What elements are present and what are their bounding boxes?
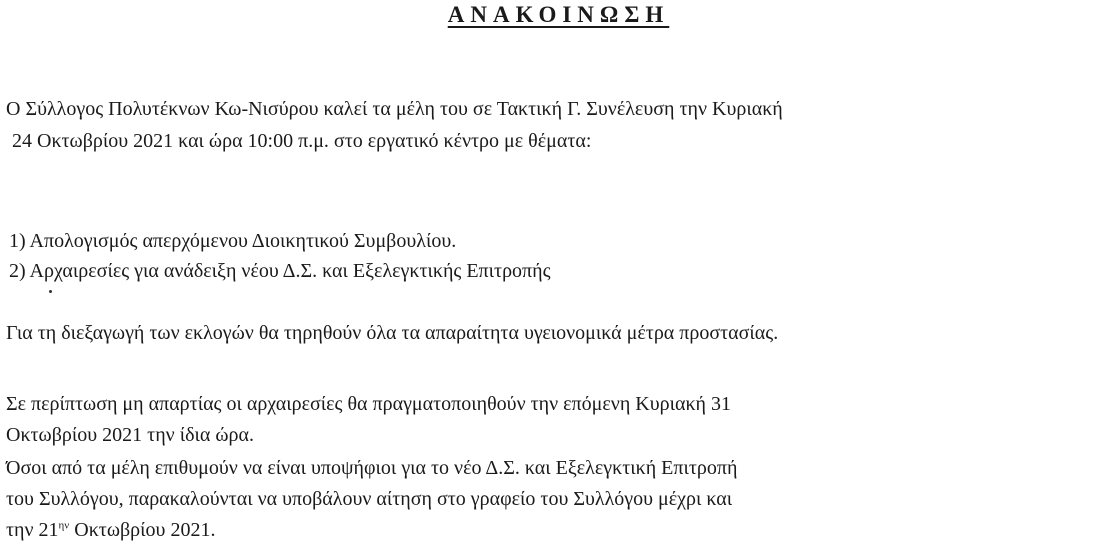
topic-item-2: 2) Αρχαιρεσίες για ανάδειξη νέου Δ.Σ. και Εξελεγκτικής Επιτροπής — [9, 260, 551, 282]
page-title: ΑΝΑΚΟΙΝΩΣΗ — [447, 2, 670, 27]
candidates-line-3 — [6, 518, 215, 542]
quorum-line-2: Οκτωβρίου 2021 την ίδια ώρα. — [6, 424, 254, 446]
candidates-line-1: Όσοι από τα μέλη επιθυμούν να είναι υποψήφιοι για το νέο Δ.Σ. και Εξελεγκτική Επιτροπή — [6, 457, 738, 479]
health-note: Για τη διεξαγωγή των εκλογών θα τηρηθούν όλα τα απαραίτητα υγειονομικά μέτρα προστασίας. — [6, 322, 779, 344]
candidates-line-3-suffix: Οκτωβρίου 2021. — [69, 519, 216, 541]
intro-line-1: Ο Σύλλογος Πολυτέκνων Κω-Νισύρου καλεί τα μέλη του σε Τακτική Γ. Συνέλευση την Κυριακή — [6, 98, 783, 120]
topic-item-1: 1) Απολογισμός απερχόμενου Διοικητικού Συμβουλίου. — [9, 230, 457, 252]
intro-line-2: 24 Οκτωβρίου 2021 και ώρα 10:00 π.μ. στο εργατικό κέντρο με θέματα: — [12, 130, 592, 152]
quorum-line-1: Σε περίπτωση μη απαρτίας οι αρχαιρεσίες θα πραγματοποιηθούν την επόμενη Κυριακή 31 — [6, 393, 731, 415]
stray-dot — [49, 290, 52, 293]
candidates-line-2: του Συλλόγου, παρακαλούνται να υποβάλουν αίτηση στο γραφείο του Συλλόγου μέχρι και — [6, 488, 733, 510]
candidates-line-3-prefix: την 21 — [6, 519, 59, 541]
ordinal-superscript: ην — [58, 519, 70, 532]
